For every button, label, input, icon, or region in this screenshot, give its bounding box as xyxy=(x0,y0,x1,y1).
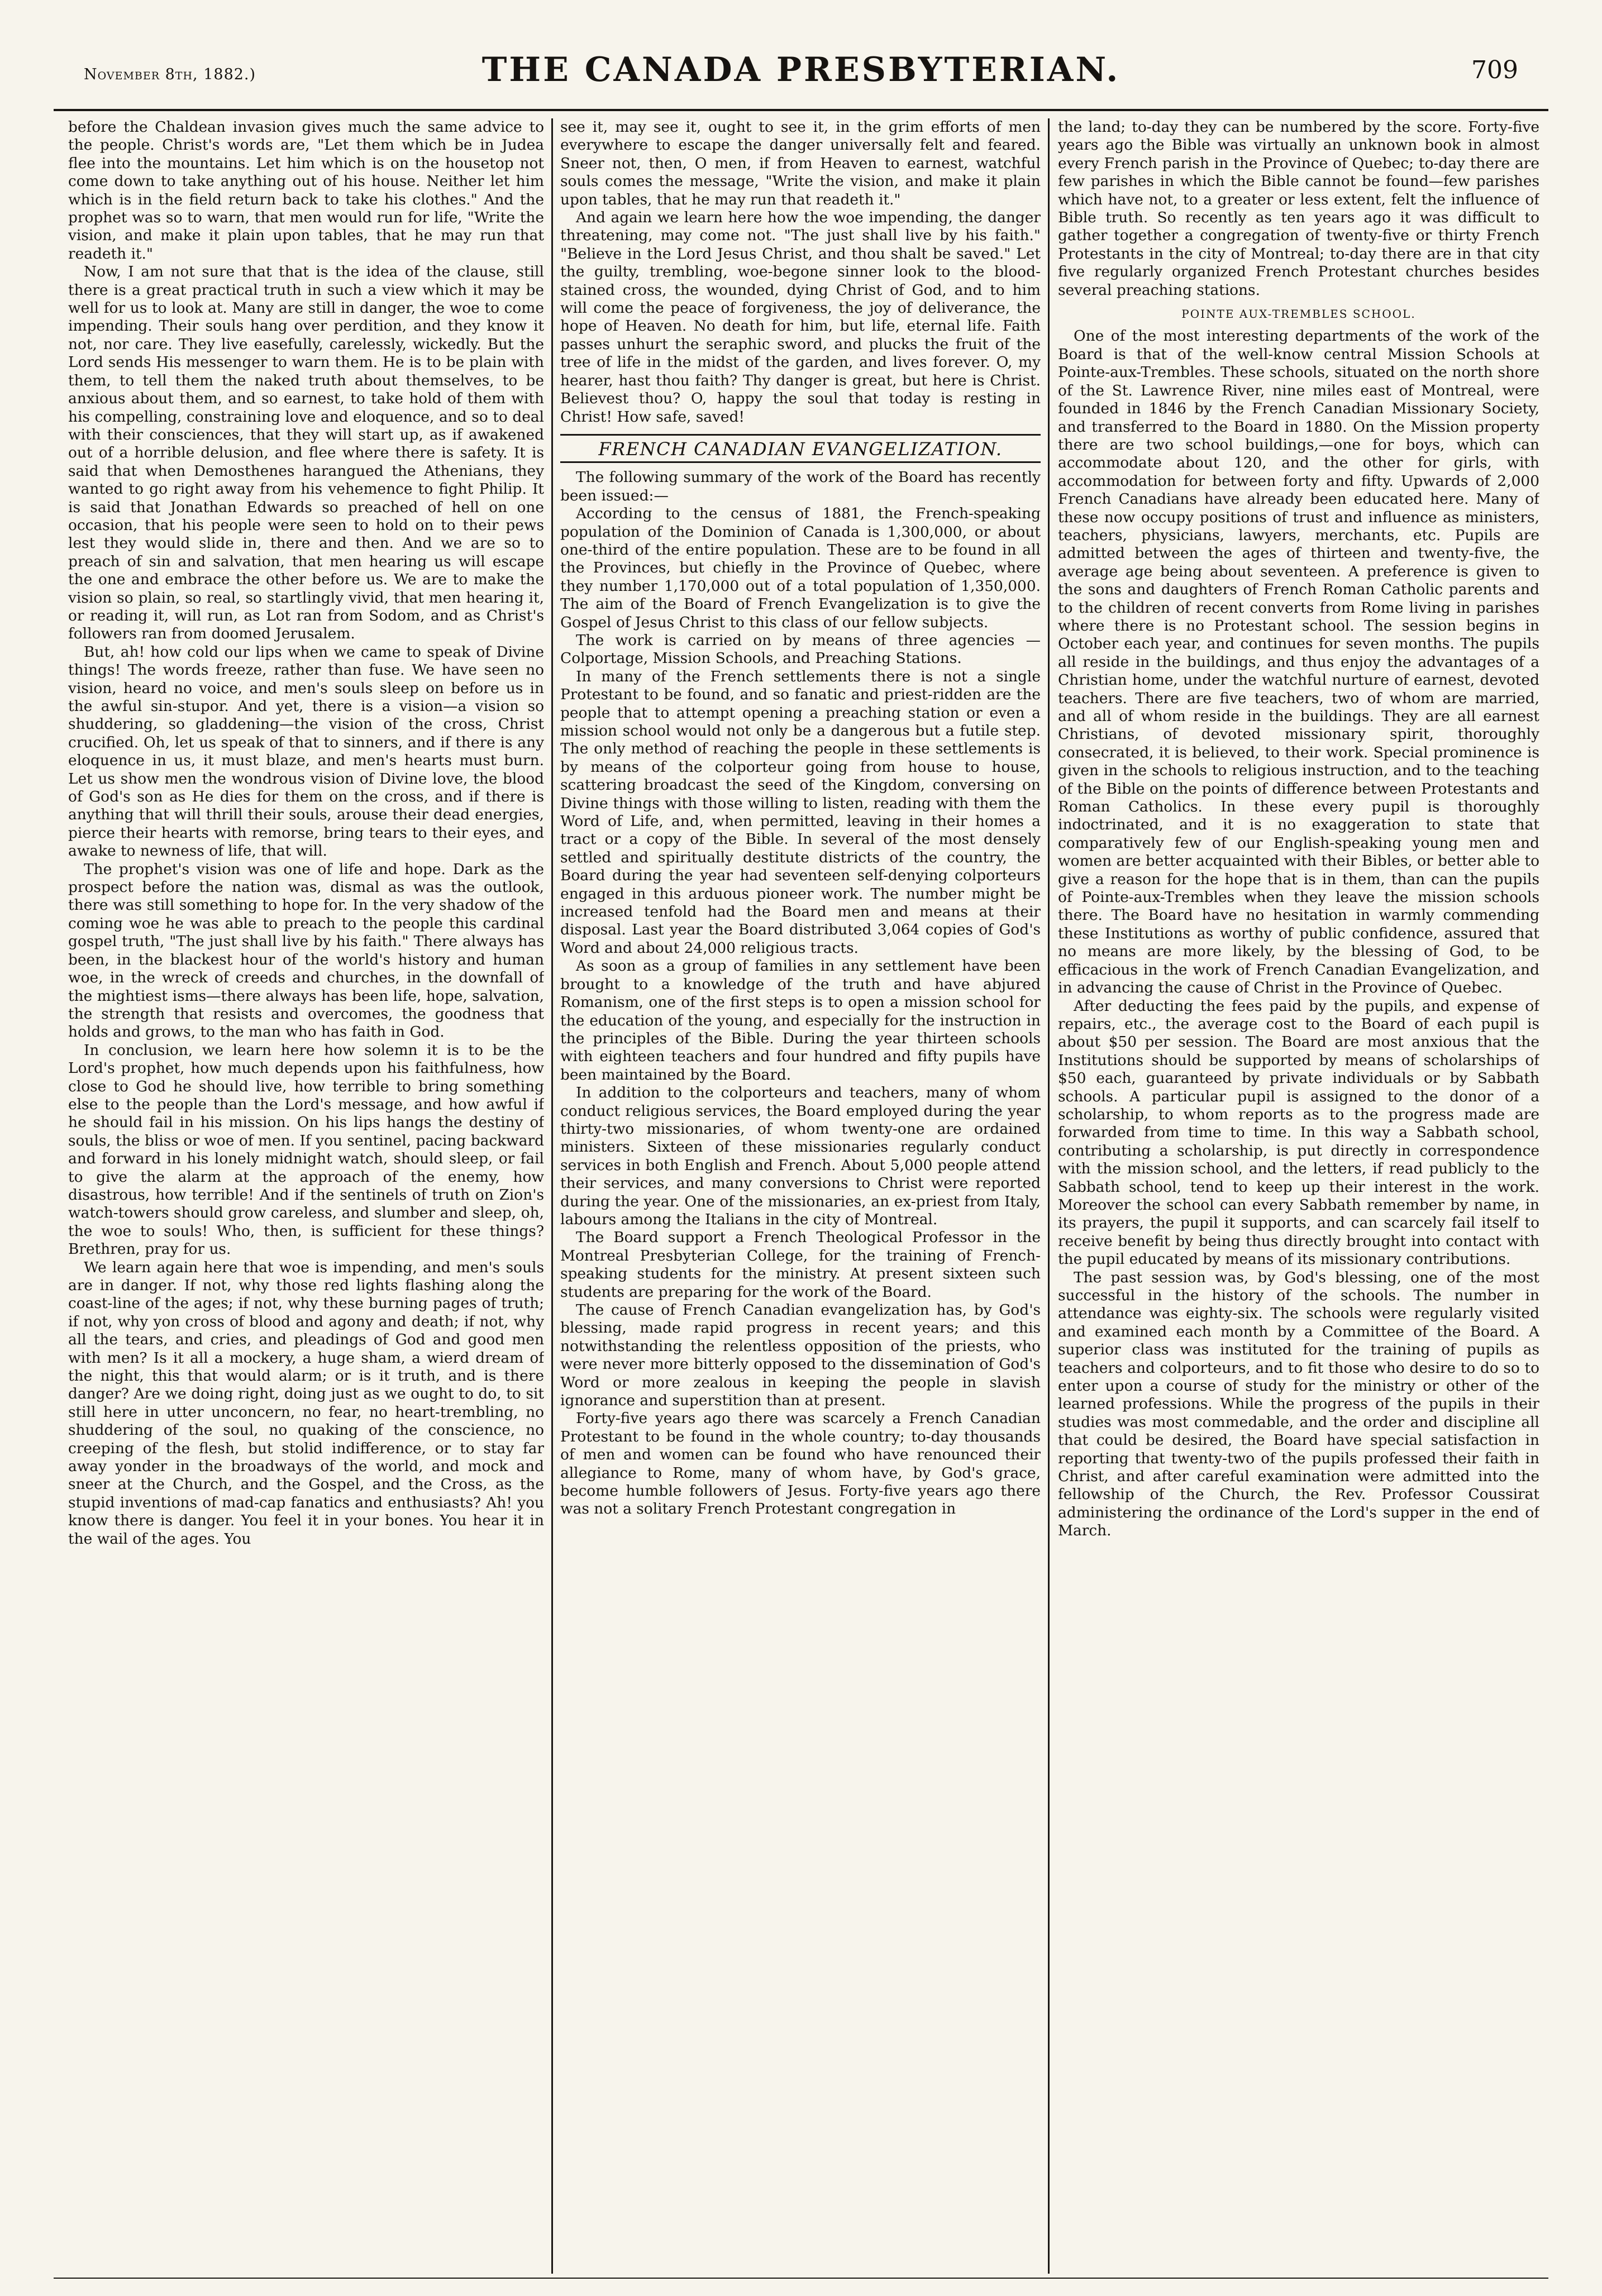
column-2 xyxy=(560,118,1041,2262)
subsection-heading: POINTE AUX-TREMBLES SCHOOL. xyxy=(1181,307,1416,321)
paragraph: The cause of French Canadian evangelization has, by God's blessing, made rapid progress in recent years; and this notwithstanding the relentless opposition of the priests, who were never more bitterly opposed to the dissemination of God's Word or more zealous in keeping the people in slavish ignorance and superstition than at present. xyxy=(560,1301,1041,1410)
section-heading: FRENCH CANADIAN EVANGELIZATION. xyxy=(560,434,1041,463)
column-divider xyxy=(551,118,553,2274)
paragraph: As soon as a group of families in any settlement have been brought to a knowledge of the truth and have abjured Romanism, one of the first steps is to open a mission school for the education of the young, and especially for the instruction in the principles of the Bible. During the year thirteen schools with eighteen teachers and four hundred and fifty pupils have been maintained by the Board. xyxy=(560,957,1041,1083)
paragraph: The past session was, by God's blessing, one of the most successful in the history of the schools. The number in attendance was eighty-six. The schools were regularly visited and examined each month by a Committee of the Board. A superior class was instituted for the training of pupils as teachers and colporteurs, and to fit those who desire to do so to enter upon a course of study for the ministry or other of the learned professions. While the progress of the pupils in their studies was most commedable, and the order and discipline all that could be desired, the Board have special satisfaction in reporting that twenty-two of the pupils professed their faith in Christ, and after careful examination were admitted into the fellowship of the Church, the Rev. Professor Coussirat administering the ordinance of the Lord's supper in the end of March. xyxy=(1058,1268,1539,1540)
paragraph: In addition to the colporteurs and teachers, many of whom conduct religious services, the Board employed during the year thirty-two missionaries, of whom twenty-one are ordained ministers. Sixteen of these missionaries regularly conduct services in both English and French. About 5,000 people attend their services, and many conversions to Christ were reported during the year. One of the missionaries, an ex-priest from Italy, labours among the Italians in the city of Montreal. xyxy=(560,1084,1041,1228)
page-number: 709 xyxy=(1471,56,1518,84)
issue-date: November 8th, 1882.) xyxy=(84,66,256,83)
paragraph: Now, I am not sure that that is the idea of the clause, still there is a great practical truth in such a view which it may be well for us to look at. Many are still in danger, the woe to come impending. Their souls hang over perdition, and they know it not, nor care. They live easefully, carelessly, wickedly. But the Lord sends His messenger to warn them. He is to be plain with them, to tell them the naked truth about themselves, to be anxious about them, and so earnest, to take hold of them with his compelling, constraining love and eloquence, and so to deal with their consciences, that they will start up, as if awakened out of a horrible delusion, and flee where there is safety. It is said that when Demosthenes harangued the Athenians, they wanted to go right away from his vehemence to fight Philip. It is said that Jonathan Edwards so preached of hell on one occasion, that his people were seen to hold on to their pews lest they would slide in, there and then. And we are so to preach of sin and salvation, that men hearing us will escape the one and embrace the other before us. We are to make the vision so plain, so real, so startlingly vivid, that men hearing it, or reading it, will run, as Lot ran from Sodom, and as Christ's followers ran from doomed Jerusalem. xyxy=(68,263,544,643)
paragraph: According to the census of 1881, the French-speaking population of the Dominion of Canada is 1,300,000, or about one-third of the entire population. These are to be found in all the Provinces, but chiefly in the Province of Quebec, where they number 1,170,000 out of a total population of 1,350,000. The aim of the Board of French Evangelization is to give the Gospel of Jesus Christ to this class of our fellow subjects. xyxy=(560,505,1041,631)
column-1 xyxy=(68,118,544,2262)
column-3 xyxy=(1058,118,1539,2262)
paragraph: And again we learn here how the woe impending, the danger threatening, may come not. "The just shall live by his faith." "Believe in the Lord Jesus Christ, and thou shalt be saved." Let the guilty, trembling, woe-begone sinner look to the blood-stained cross, the wounded, dying Christ of God, and to him will come the peace of forgiveness, the joy of deliverance, the hope of Heaven. No death for him, but life, eternal life. Faith passes unhurt the seraphic sword, and plucks the fruit of the tree of life in the midst of the garden, and lives forever. O, my hearer, hast thou faith? Thy danger is great, but here is Christ. Believest thou? O, happy the soul that today is resting in Christ! How safe, saved! xyxy=(560,209,1041,426)
paragraph: In conclusion, we learn here how solemn it is to be the Lord's prophet, how much depends upon his faithfulness, how close to God he should live, how terrible to bring something else to the people than the Lord's message, and how awful if he should fail in his mission. On his lips hangs the destiny of souls, the bliss or woe of men. If you sentinel, pacing backward and forward in his lonely midnight watch, should sleep, or fail to give the alarm at the approach of the enemy, how disastrous, how terrible! And if the sentinels of truth on Zion's watch-towers should grow careless, and slumber and sleep, oh, the woe to souls! Who, then, is sufficient for these things? Brethren, pray for us. xyxy=(68,1041,544,1258)
column-divider xyxy=(1048,118,1050,2274)
paragraph: see it, may see it, ought to see it, in the grim efforts of men everywhere to escape the danger universally felt and feared. Sneer not, then, O men, if from Heaven to earnest, watchful souls comes the message, "Write the vision, and make it plain upon tables, that he may run that readeth it." xyxy=(560,118,1041,208)
paragraph: the land; to-day they can be numbered by the score. Forty-five years ago the Bible was virtually an unknown book in almost every French parish in the Province of Quebec; to-day there are few parishes in which the Bible cannot be found—few parishes which have not, to a greater or less extent, felt the influence of Bible truth. So recently as ten years ago it was difficult to gather together a congregation of twenty-five or thirty French Protestants in the city of Montreal; to-day there are in that city five regularly organized French Protestant churches besides several preaching stations. xyxy=(1058,118,1539,299)
paragraph: But, ah! how cold our lips when we came to speak of Divine things! The words freeze, rather than fuse. We have seen no vision, heard no voice, and men's souls sleep on before us in the awful sin-stupor. And yet, there is a vision—a vision so shuddering, so gladdening—the vision of the cross, Christ crucified. Oh, let us speak of that to sinners, and if there is any eloquence in us, it must blaze, and men's hearts must burn. Let us show men the wondrous vision of Divine love, the blood of God's son as He dies for them on the cross, and if there is anything that will thrill their souls, arouse their dead energies, pierce their hearts with remorse, bring tears to their eyes, and awake to newness of life, that will. xyxy=(68,643,544,860)
paragraph: The Board support a French Theological Professor in the Montreal Presbyterian College, for the training of French-speaking students for the ministry. At present sixteen such students are preparing for the work of the Board. xyxy=(560,1229,1041,1301)
paragraph: Forty-five years ago there was scarcely a French Canadian Protestant to be found in the whole country; to-day thousands of men and women can be found who have renounced their allegiance to Rome, many of whom have, by God's grace, become humble followers of Jesus. Forty-five years ago there was not a solitary French Protestant congregation in xyxy=(560,1410,1041,1518)
paragraph: We learn again here that woe is impending, and men's souls are in danger. If not, why those red lights flashing along the coast-line of the ages; if not, why these burning pages of truth; if not, why yon cross of blood and agony and death; if not, why all the tears, and cries, and pleadings of God and good men with men? Is it all a mockery, a huge sham, a wierd dream of the night, this that would alarm; or is it truth, and is there danger? Are we doing right, doing just as we ought to do, to sit still here in utter unconcern, no fear, no heart-trembling, no shuddering of the soul, no quaking of the conscience, no creeping of the flesh, but stolid indifference, or to stay far away yonder in the broadways of the world, and mock and sneer at the Church, and the Gospel, and the Cross, as the stupid inventions of mad-cap fanatics and enthusiasts? Ah! you know there is danger. You feel it in your bones. You hear it in the wail of the ages. You xyxy=(68,1258,544,1548)
paragraph: The following summary of the work of the Board has recently been issued:— xyxy=(560,469,1041,504)
masthead-title: THE CANADA PRESBYTERIAN. xyxy=(481,50,1121,89)
paragraph: After deducting the fees paid by the pupils, and expense of repairs, etc., the average cost to the Board of each pupil is about $50 per session. The Board are most anxious that the Institutions should be supported by means of scholarships of $50 each, guaranteed by private individuals or by Sabbath schools. A particular pupil is assigned to the donor of a scholarship, to whom reports as to the progress made are forwarded from time to time. In this way a Sabbath school, contributing a scholarship, is put directly in correspondence with the mission school, and the letters, if read publicly to the Sabbath school, tend to keep up their interest in the work. Moreover the school can every Sabbath remember by name, in its prayers, the pupil it supports, and can scarcely fail itself to receive benefit by being thus directly brought into contact with the pupil educated by means of its missionary contributions. xyxy=(1058,997,1539,1268)
paragraph: One of the most interesting departments of the work of the Board is that of the well-know central Mission Schools at Pointe-aux-Trembles. These schools, situated on the north shore of the St. Lawrence River, nine miles east of Montreal, were founded in 1846 by the French Canadian Missionary Society, and transferred to the Board in 1880. On the Mission property there are two school buildings,—one for boys, which can accommodate about 120, and the other for girls, with accommodation for between forty and fifty. Upwards of 2,000 French Canadians have already been educated here. Many of these now occupy positions of trust and influence as ministers, teachers, physicians, lawyers, merchants, etc. Pupils are admitted between the ages of thirteen and twenty-five, the average age being about seventeen. A preference is given to the sons and daughters of French Roman Catholic parents and to the children of recent converts from Rome living in parishes where there is no Protestant school. The session begins in October each year, and continues for seven months. The pupils all reside in the buildings, and thus enjoy the advantages of a Christian home, under the watchful nurture of earnest, devoted teachers. There are five teachers, two of whom are married, and all of whom reside in the buildings. They are all earnest Christians, of devoted missionary spirit, thoroughly consecrated, it is believed, to their work. Special prominence is given in the schools to religious instruction, and to the teaching of the Bible on the points of difference between Protestants and Roman Catholics. In these every pupil is thoroughly indoctrinated, and it is no exaggeration to state that comparatively few of our English-speaking young men and women are better acquainted with their Bibles, or better able to give a reason for the hope that is in them, than can the pupils of Pointe-aux-Trembles when they leave the mission schools there. The Board have no hesitation in warmly commending these Institutions as worthy of public confidence, assured that no means are more likely, by the blessing of God, to be efficacious in the work of French Canadian Evangelization, and in advancing the cause of Christ in the Province of Quebec. xyxy=(1058,327,1539,997)
footer-rule xyxy=(54,2278,1548,2279)
paragraph: The work is carried on by means of three agencies —Colportage, Mission Schools, and Preaching Stations. xyxy=(560,631,1041,667)
paragraph: In many of the French settlements there is not a single Protestant to be found, and so fanatic and priest-ridden are the people that to attempt opening a preaching station or even a mission school would not only be a dangerous but a futile step. The only method of reaching the people in these settlements is by means of the colporteur going from house to house, scattering broadcast the seed of the Kingdom, conversing on Divine things with those willing to listen, reading with them the Word of Life, and, when permitted, leaving in their homes a tract or a copy of the Bible. In several of the most densely settled and spiritually destitute districts of the country, the Board during the year had seventeen self-denying colporteurs engaged in this arduous pioneer work. The number might be increased tenfold had the Board men and means at their disposal. Last year the Board distributed 3,064 copies of God's Word and about 24,000 religious tracts. xyxy=(560,667,1041,957)
paragraph: The prophet's vision was one of life and hope. Dark as the prospect before the nation was, dismal as was the outlook, there was still something to hope for. In the very shadow of the coming woe he was able to preach to the people this cardinal gospel truth, "The just shall live by his faith." There always has been, in the blackest hour of the world's history and human woe, in the wreck of creeds and churches, in the downfall of the mightiest isms—there always has been life, hope, salvation, the strength that resists and overcomes, the goodness that holds and grows, to the man who has faith in God. xyxy=(68,860,544,1041)
header-rule xyxy=(54,109,1548,111)
paragraph: before the Chaldean invasion gives much the same advice to the people. Christ's words are, "Let them which be in Judea flee into the mountains. Let him which is on the housetop not come down to take anything out of his house. Neither let him which is in the field return back to take his clothes." And the prophet was so to warn, that men would run for life, "Write the vision, and make it plain upon tables, that he may run that readeth it." xyxy=(68,118,544,262)
